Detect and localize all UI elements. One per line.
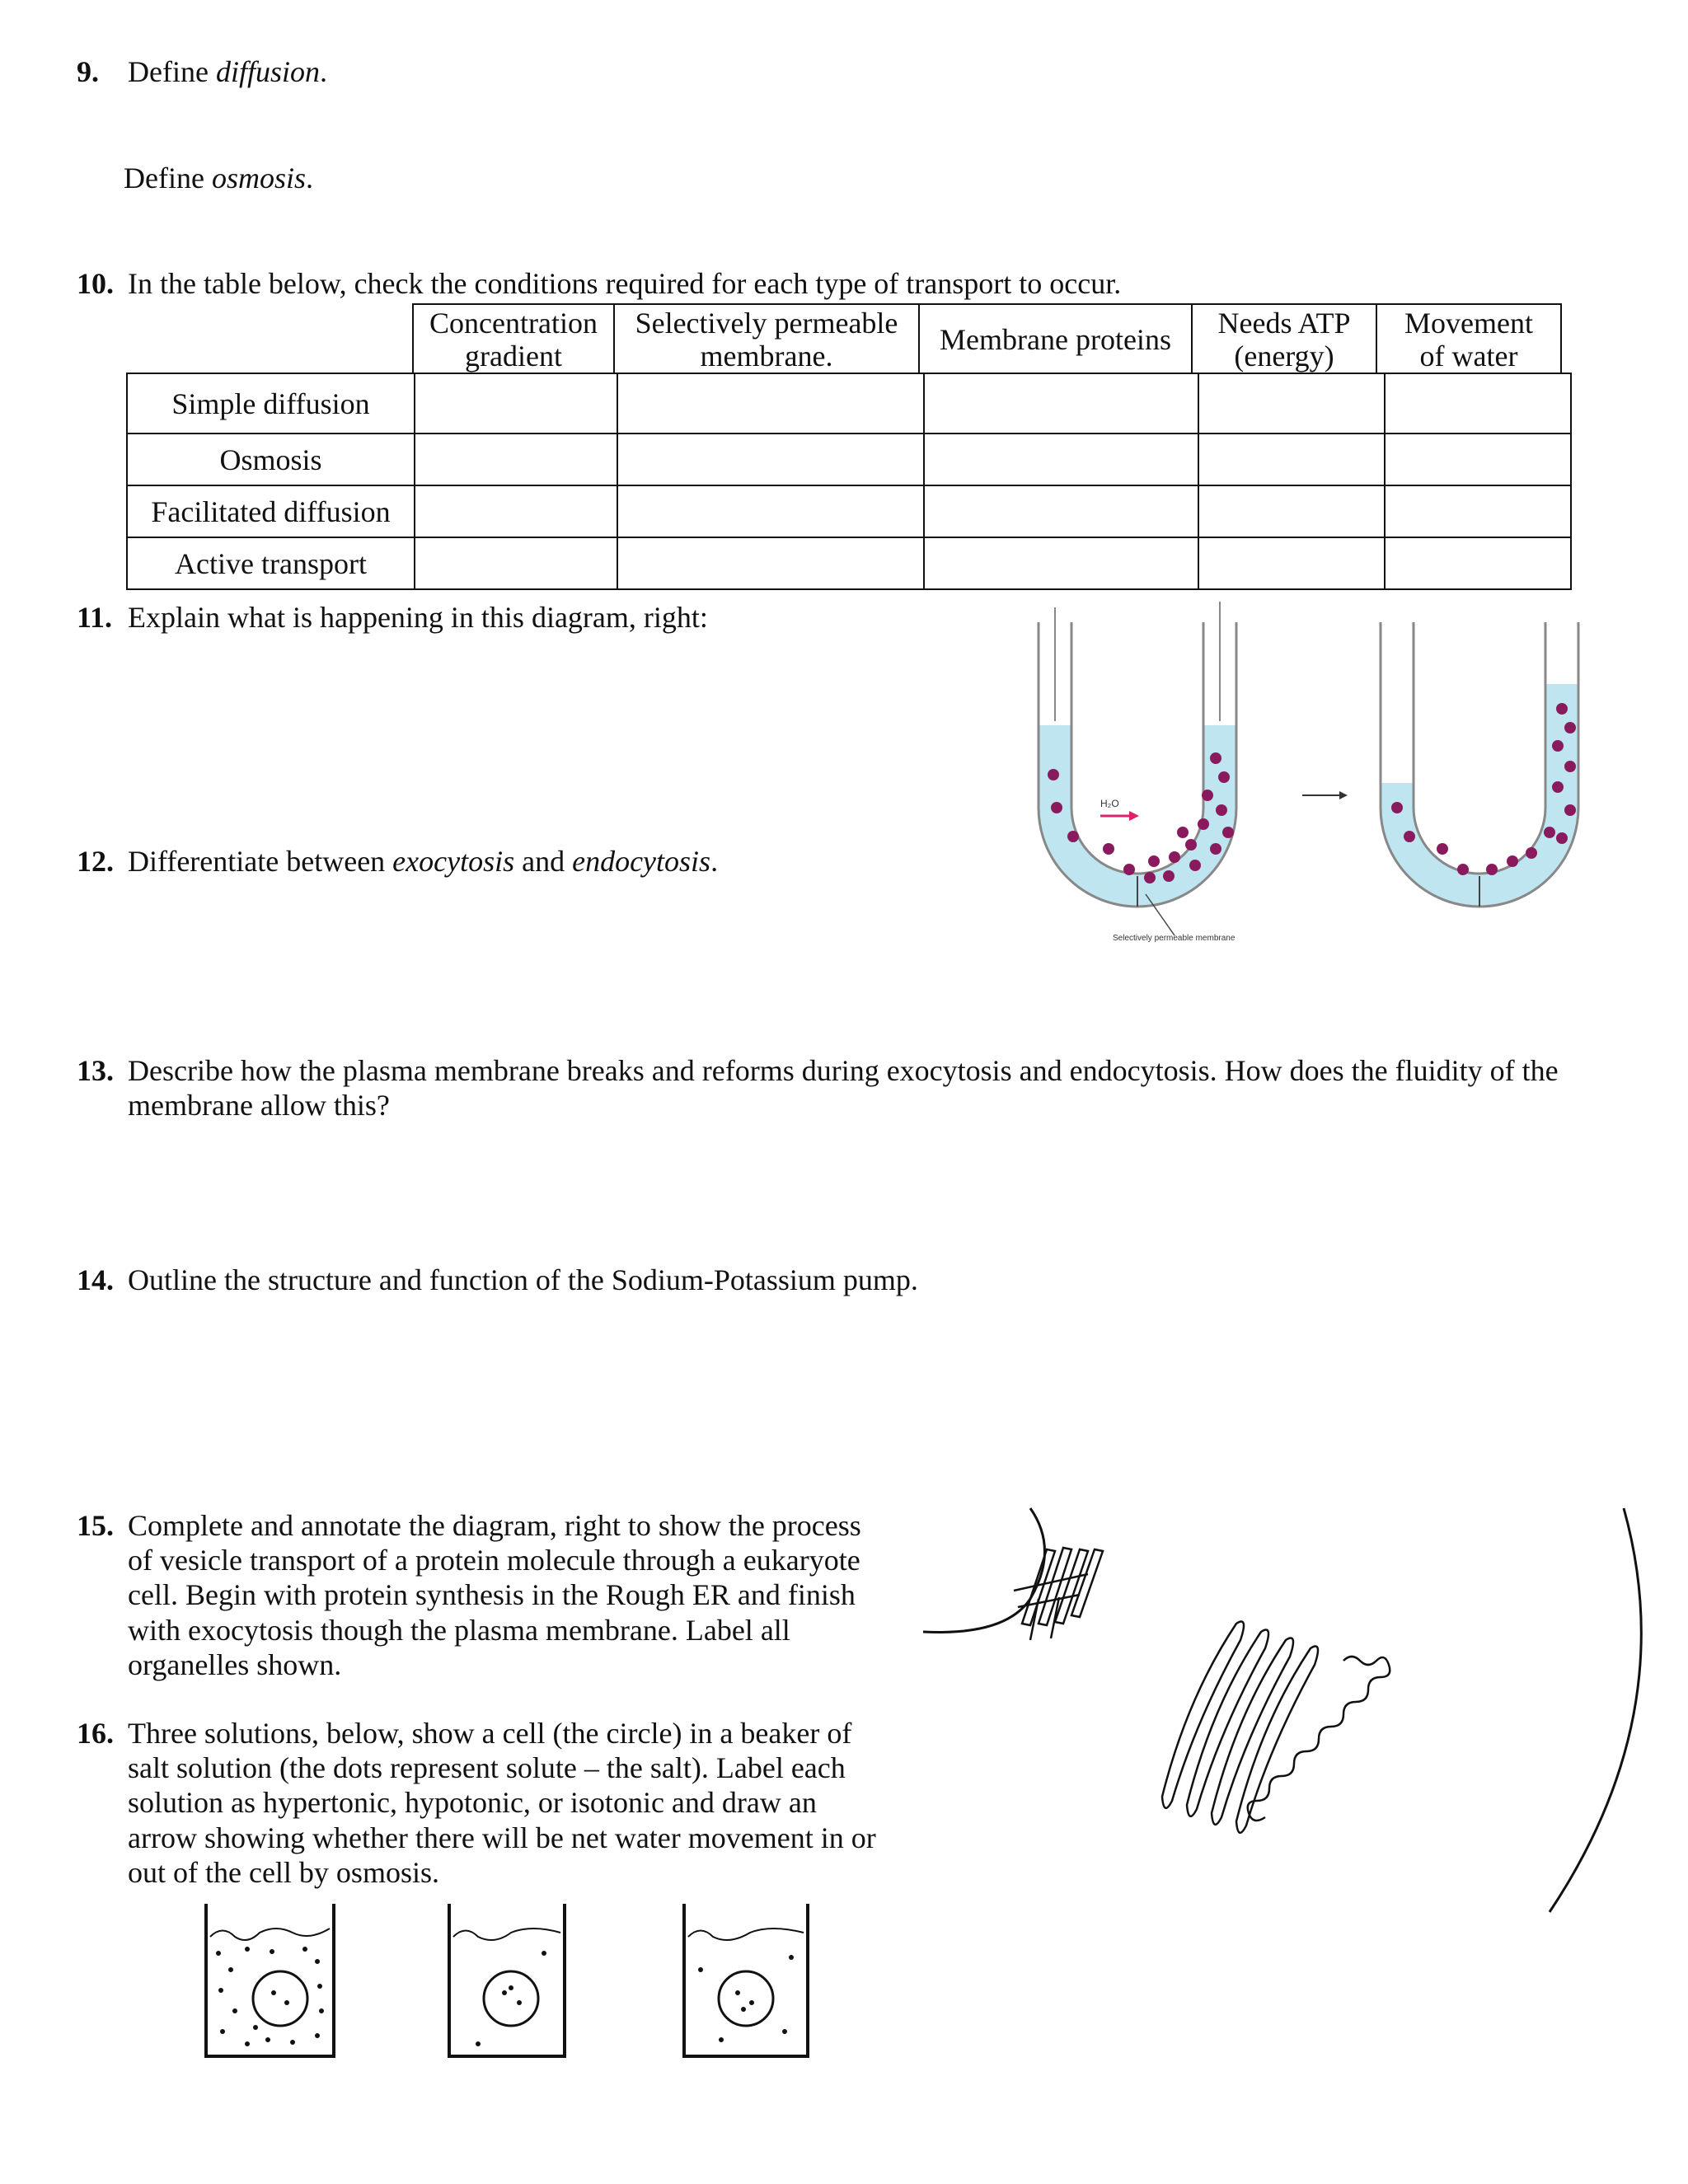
question-16-line: out of the cell by osmosis. <box>128 1856 439 1889</box>
checkbox-cell[interactable] <box>1198 537 1385 589</box>
checkbox-cell[interactable] <box>617 485 924 537</box>
u-tube-before <box>1039 602 1236 943</box>
text-fragment: . <box>710 845 719 878</box>
table-header-membrane-proteins: Membrane proteins <box>918 303 1193 374</box>
nuclear-envelope <box>923 1508 1045 1633</box>
row-label: Facilitated diffusion <box>127 485 415 537</box>
text-fragment: . <box>319 55 327 88</box>
text-fragment: Define <box>128 55 216 88</box>
checkbox-cell[interactable] <box>1385 537 1571 589</box>
vesicle-transport-cell-diagram <box>915 1500 1657 1961</box>
question-16-line: solution as hypertonic, hypotonic, or isotonic and draw an <box>128 1786 817 1819</box>
question-number: 13. <box>77 1054 114 1087</box>
checkbox-cell[interactable] <box>1198 373 1385 434</box>
u-tube-after <box>1381 622 1578 907</box>
checkbox-cell[interactable] <box>415 485 617 537</box>
beaker-1 <box>206 1904 334 2056</box>
question-text: Explain what is happening in this diagram, right: <box>128 601 708 634</box>
text-fragment: Differentiate between <box>128 845 393 878</box>
checkbox-cell[interactable] <box>1385 485 1571 537</box>
process-arrow-head <box>1339 791 1348 799</box>
question-15 <box>77 1508 861 1544</box>
table-header-selectively-permeable: Selectively permeable membrane. <box>613 303 920 374</box>
checkbox-cell[interactable] <box>1198 485 1385 537</box>
term-osmosis: osmosis <box>211 162 306 194</box>
smooth-er-folds <box>1248 1657 1390 1821</box>
checkbox-cell[interactable] <box>617 434 924 485</box>
rough-er-stack <box>1014 1548 1103 1640</box>
question-15-line: organelles shown. <box>128 1648 342 1681</box>
beaker-3 <box>684 1904 808 2056</box>
checkbox-cell[interactable] <box>924 485 1198 537</box>
checkbox-cell[interactable] <box>924 373 1198 434</box>
table-header-needs-atp: Needs ATP (energy) <box>1191 303 1377 374</box>
question-text: Outline the structure and function of the Sodium-Potassium pump. <box>128 1263 918 1296</box>
golgi-apparatus <box>1162 1622 1318 1833</box>
question-number: 14. <box>77 1263 114 1296</box>
table-header-row <box>412 303 1562 374</box>
question-text: Three solutions, below, show a cell (the circle) in a beaker of <box>128 1717 852 1750</box>
question-15-line: with exocytosis though the plasma membrane. Label all <box>128 1614 790 1647</box>
term-endocytosis: endocytosis <box>572 845 711 878</box>
water-label: H₂O <box>1100 798 1119 809</box>
question-number: 16. <box>77 1717 114 1750</box>
question-15-line: of vesicle transport of a protein molecule through a eukaryote <box>128 1544 860 1577</box>
question-16-line: arrow showing whether there will be net water movement in or <box>128 1821 876 1854</box>
question-text: Complete and annotate the diagram, right to show the process <box>128 1509 861 1542</box>
osmosis-u-tube-diagram <box>1030 598 1632 952</box>
tube-inner <box>1414 622 1545 874</box>
checkbox-cell[interactable] <box>415 434 617 485</box>
question-number: 12. <box>77 845 114 878</box>
table-header-movement-of-water: Movement of water <box>1376 303 1562 374</box>
question-16-line: salt solution (the dots represent solute – the salt). Label each <box>128 1751 846 1784</box>
table-header-concentration-gradient: Concentration gradient <box>412 303 615 374</box>
text-fragment: . <box>305 162 313 194</box>
solute-dots <box>216 1947 794 2046</box>
checkbox-cell[interactable] <box>415 373 617 434</box>
question-number: 10. <box>77 267 114 300</box>
question-number: 15. <box>77 1509 114 1542</box>
table-row <box>127 373 1571 434</box>
water-arrow-head <box>1129 811 1139 821</box>
question-9 <box>77 54 327 90</box>
table-row <box>127 485 1571 537</box>
checkbox-cell[interactable] <box>617 373 924 434</box>
text-fragment: and <box>514 845 573 878</box>
plasma-membrane <box>1550 1508 1641 1912</box>
transport-conditions-table <box>126 373 1572 590</box>
question-text: In the table below, check the conditions required for each type of transport to occur. <box>128 267 1122 300</box>
question-14 <box>77 1263 918 1298</box>
checkbox-cell[interactable] <box>1385 434 1571 485</box>
question-10 <box>77 266 1121 302</box>
term-diffusion: diffusion <box>215 55 320 88</box>
checkbox-cell[interactable] <box>924 434 1198 485</box>
membrane-label: Selectively permeable membrane <box>1113 934 1236 943</box>
row-label: Active transport <box>127 537 415 589</box>
question-16 <box>77 1716 851 1751</box>
question-15-line: cell. Begin with protein synthesis in the Rough ER and finish <box>128 1578 856 1611</box>
question-number: 9. <box>77 55 99 88</box>
text-fragment: Define <box>124 162 212 194</box>
beaker-2 <box>449 1904 565 2056</box>
question-text: Describe how the plasma membrane breaks and reforms during exocytosis and endocytosis. How does the fluidity of the <box>128 1054 1559 1087</box>
row-label: Simple diffusion <box>127 373 415 434</box>
question-number: 11. <box>77 601 113 634</box>
checkbox-cell[interactable] <box>1198 434 1385 485</box>
table-row <box>127 434 1571 485</box>
question-13-line2: membrane allow this? <box>128 1089 390 1122</box>
question-11 <box>77 600 708 635</box>
checkbox-cell[interactable] <box>617 537 924 589</box>
question-12 <box>77 844 718 879</box>
row-label: Osmosis <box>127 434 415 485</box>
term-exocytosis: exocytosis <box>392 845 515 878</box>
question-text <box>128 844 718 879</box>
beakers-osmosis <box>198 1896 832 2069</box>
question-9-osmosis <box>124 161 313 196</box>
question-13 <box>77 1053 1559 1089</box>
table-row <box>127 537 1571 589</box>
question-text <box>128 54 327 90</box>
checkbox-cell[interactable] <box>924 537 1198 589</box>
checkbox-cell[interactable] <box>1385 373 1571 434</box>
checkbox-cell[interactable] <box>415 537 617 589</box>
